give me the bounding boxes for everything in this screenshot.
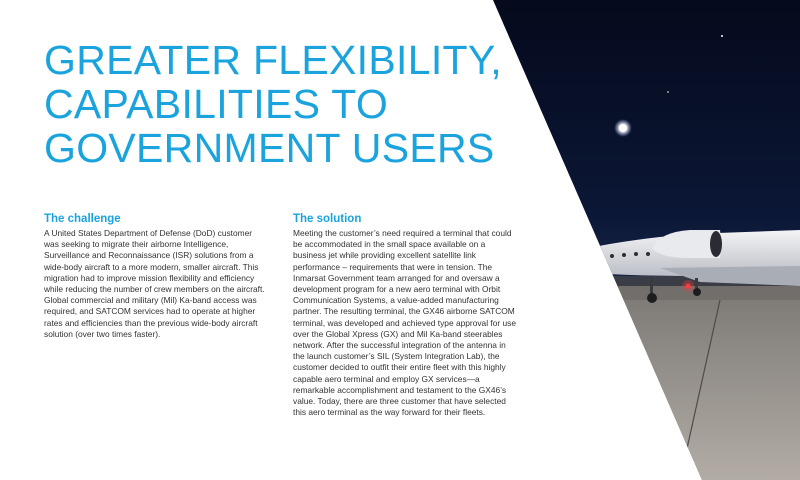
page-title-line: GOVERNMENT USERS <box>44 125 495 171</box>
solution-heading: The solution <box>293 213 362 225</box>
challenge-body: A United States Department of Defense (DoD) customer was seeking to migrate their airborne Intelligence, Surveillance and Reconnaissance (ISR) solutions from a wide-body aircraft to a more modern, smaller aircraft. This migration had to improve mission flexibility and efficiency while reducing the number of crew members on the aircraft. Global commercial and military (Mil) Ka-band access was required, and SATCOM services had to operate at higher rates and efficiencies than the previous wide-body aircraft solution (over two times faster). <box>44 228 265 339</box>
page-title <box>44 37 502 171</box>
solution-body: Meeting the customer’s need required a terminal that could be accommodated in the small space available on a business jet while providing excellent satellite link performance – requirements that were in tension. The Inmarsat Government team arranged for and oversaw a development program for a new aero terminal with Orbit Communication Systems, a value-added manufacturing partner. The resulting terminal, the GX46 airborne SATCOM terminal, was developed and achieved type approval for use over the Global Xpress (GX) and Mil Ka-band steerables network. After the successful integration of the antenna in the launch customer’s SIL (System Integration Lab), the customer decided to outfit their entire fleet with this highly capable aero terminal and employ GX services—a remarkable accomplishment and testament to the GX46’s value. Today, there are three customer that have selected this aero terminal as the way forward for their fleets. <box>293 228 517 418</box>
page-title-line: GREATER FLEXIBILITY, <box>44 37 502 83</box>
page-title-line: CAPABILITIES TO <box>44 81 389 127</box>
challenge-section <box>44 212 266 340</box>
solution-section <box>293 212 519 418</box>
challenge-heading: The challenge <box>44 213 121 225</box>
